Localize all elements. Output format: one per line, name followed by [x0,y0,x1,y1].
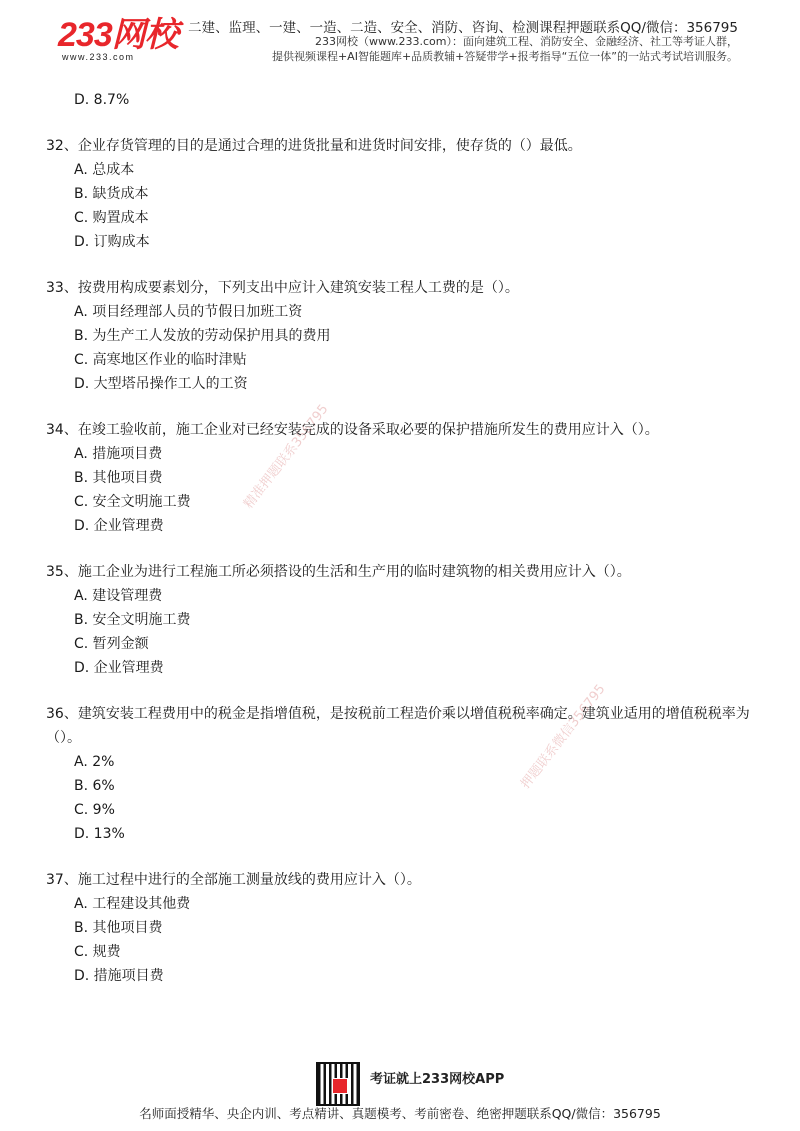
header-intro-line: 233网校（www.233.com）：面向建筑工程、消防安全、金融经济、社工等考证人群， [315,35,738,48]
option-a: A. 措施项目费 [74,446,163,462]
qr-logo-icon [332,1078,348,1094]
logo-text: 233网校 [58,16,178,54]
question-stem: 34、在竣工验收前，施工企业对已经安装完成的设备采取必要的保护措施所发生的费用应计入（）。 [46,422,659,438]
question-stem: 32、企业存货管理的目的是通过合理的进货批量和进货时间安排，使存货的（）最低。 [46,138,582,154]
option-d: D. 大型塔吊操作工人的工资 [74,376,248,392]
question-stem: 33、按费用构成要素划分，下列支出中应计入建筑安装工程人工费的是（）。 [46,280,519,296]
option-b: B. 其他项目费 [74,470,163,486]
question-34 [46,418,754,538]
footer-contact-line: 名师面授精华、央企内训、考点精讲、真题模考、考前密卷、绝密押题联系QQ/微信：356795 [139,1106,661,1121]
question-32 [46,134,754,254]
watermark-1: 精准押题联系356795 [241,401,332,512]
option-b: B. 缺货成本 [74,186,149,202]
question-stem: 37、施工过程中进行的全部施工测量放线的费用应计入（）。 [46,872,421,888]
option-a: A. 总成本 [74,162,135,178]
question-35 [46,560,754,680]
option-a: A. 2% [74,754,115,770]
footer-app-title: 考证就上233网校APP [370,1072,505,1087]
question-stem: 36、建筑安装工程费用中的税金是指增值税，是按税前工程造价乘以增值税税率确定。建筑业适用的增值税税率为（）。 [46,706,750,746]
option-b: B. 为生产工人发放的劳动保护用具的费用 [74,328,331,344]
option-c: C. 安全文明施工费 [74,494,191,510]
page-header [0,0,800,72]
option-c: C. 购置成本 [74,210,149,226]
option-a: A. 工程建设其他费 [74,896,191,912]
option-b: B. 其他项目费 [74,920,163,936]
watermark-2: 押题联系微信356795 [518,681,609,792]
logo-url: www.233.com [62,52,135,62]
option-d: D. 企业管理费 [74,518,164,534]
question-list [46,88,754,1010]
question-stem: 35、施工企业为进行工程施工所必须搭设的生活和生产用的临时建筑物的相关费用应计入（）。 [46,564,631,580]
option-b: B. 6% [74,778,115,794]
option-b: B. 安全文明施工费 [74,612,191,628]
option-c: C. 9% [74,802,115,818]
question-33 [46,276,754,396]
option-c: C. 规费 [74,944,121,960]
question-37 [46,868,754,988]
header-contact-line: 二建、监理、一建、一造、二造、安全、消防、咨询、检测课程押题联系QQ/微信：356795 [188,20,738,36]
previous-question-option: D. 8.7% [74,92,130,108]
option-d: D. 订购成本 [74,234,150,250]
option-a: A. 建设管理费 [74,588,163,604]
page-footer [0,1058,800,1131]
option-a: A. 项目经理部人员的节假日加班工资 [74,304,303,320]
question-36 [46,702,754,846]
brand-logo [58,18,178,68]
option-d: D. 措施项目费 [74,968,164,984]
option-c: C. 暂列金额 [74,636,149,652]
option-d: D. 13% [74,826,125,842]
option-c: C. 高寒地区作业的临时津贴 [74,352,247,368]
option-d: D. 企业管理费 [74,660,164,676]
header-service-line: 提供视频课程+AI智能题库+品质教辅+答疑带学+报考指导“五位一体”的一站式考试培训服务。 [271,50,738,63]
qr-code-icon[interactable] [316,1062,360,1106]
